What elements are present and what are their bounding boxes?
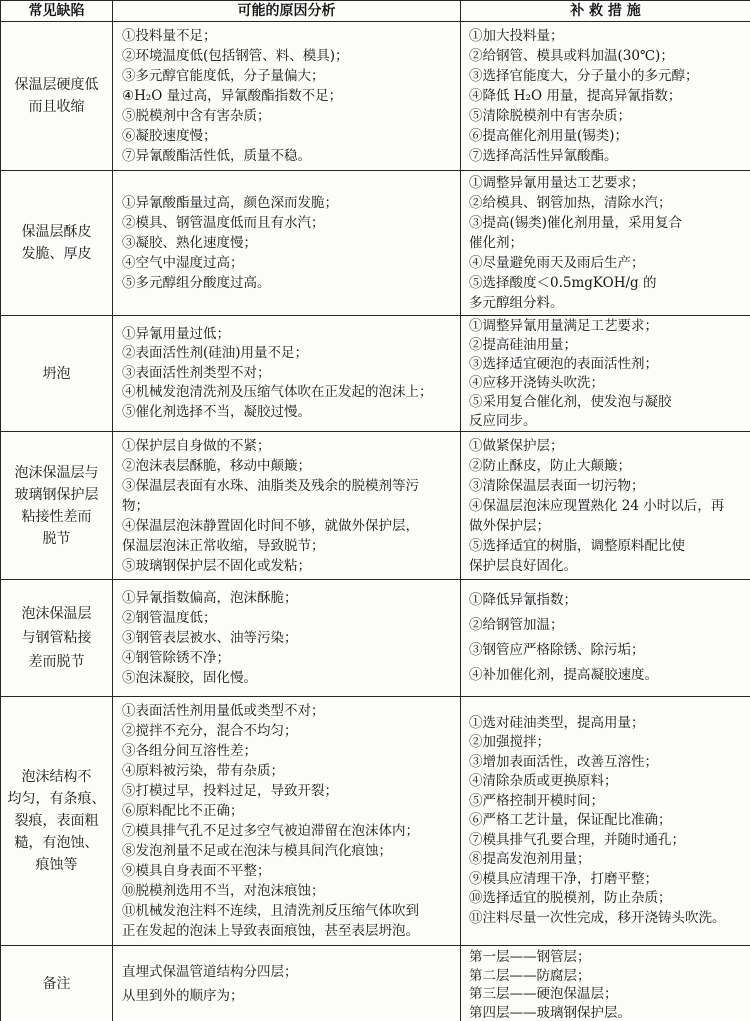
remedy-line: ③提高(锡类)催化剂用量，采用复合 — [469, 215, 683, 231]
remedies-cell — [461, 580, 750, 696]
remedy-line: ①加大投料量； — [469, 28, 564, 44]
cause-line: ④钢管除锈不净； — [122, 650, 230, 666]
remedies-cell — [461, 316, 750, 431]
defect-cell — [0, 432, 113, 579]
cause-line: ①异氰指数偏高，泡沫酥脆； — [122, 590, 298, 606]
cause-line: ②搅拌不充分，混合不均匀； — [122, 723, 298, 739]
remedies-cell — [461, 946, 750, 1021]
remedy-line: ①做紧保护层； — [469, 437, 564, 454]
remedy-line: 催化剂； — [469, 235, 523, 251]
cause-line: ③钢管表层被水、油等污染； — [122, 630, 298, 646]
cause-line: ③保温层表面有水珠、油脂类及残余的脱模剂等污 — [122, 477, 419, 494]
remedy-line: ③增加表面活性，改善互溶性； — [469, 753, 658, 770]
defect-text: 裂痕，表面粗 — [14, 813, 99, 829]
remedy-line: ④保温层泡沫应现置熟化 24 小时以后，再 — [469, 497, 725, 514]
defect-text: 与钢管粘接 — [21, 630, 92, 646]
remedy-line: ⑥提高催化剂用量(锡类)； — [469, 128, 629, 144]
remedy-line: 多元醇组分料。 — [469, 295, 564, 311]
header-remedies: 补 救 措 施 — [570, 3, 641, 19]
causes-cell — [113, 432, 461, 579]
remedy-line: ⑤选择适宜的树脂，调整原料配比使 — [469, 537, 685, 554]
table-row — [0, 171, 750, 316]
remedy-line: ⑤严格控制开模时间； — [469, 792, 604, 809]
cause-line: ④空气中湿度过高； — [122, 255, 244, 271]
remedies-cell — [461, 697, 750, 945]
cause-line: 直埋式保温管道结构分四层； — [122, 963, 298, 980]
remedy-line: ③选择官能度大，分子量小的多元醇； — [469, 68, 699, 84]
remedy-line: ⑦选择高活性异氰酸酯。 — [469, 148, 618, 164]
remedy-line: ⑥严格工艺计量，保证配比准确； — [469, 812, 672, 829]
cause-line: ⑦异氰酸酯活性低，质量不稳。 — [122, 148, 311, 164]
header-defect: 常见缺陷 — [28, 3, 85, 19]
cause-line: ①异氰用量过低； — [122, 325, 230, 342]
defect-text: 玻璃钢保护层 — [14, 486, 99, 503]
defect-text: 而且收缩 — [28, 99, 85, 115]
cause-line: 物； — [122, 497, 149, 514]
remedy-line: ①降低异氰指数； — [469, 592, 577, 608]
cause-line: ⑤多元醇组分酸度过高。 — [122, 275, 271, 291]
causes-cell — [113, 946, 461, 1021]
causes-cell — [113, 580, 461, 696]
defect-text: 差而脱节 — [28, 654, 85, 670]
defect-text: 粘接性差而 — [21, 508, 92, 525]
cause-line: ⑪机械发泡注料不连续，且清洗剂反压缩气体吹到 — [122, 903, 419, 919]
defect-text: 发脆、厚皮 — [21, 246, 92, 262]
header-causes-cell — [113, 1, 461, 21]
cause-line: ⑦模具排气孔不足过多空气被迫滞留在泡沫体内； — [122, 823, 419, 839]
cause-line: ②钢管温度低； — [122, 610, 217, 626]
cause-line: ①保护层自身做的不紧； — [122, 437, 271, 454]
cause-line: ④保温层泡沫静置固化时间不够，就做外保护层， — [122, 517, 419, 534]
remedy-line: ④清除杂质或更换原料； — [469, 773, 618, 790]
cause-line: ④原料被污染，带有杂质； — [122, 763, 284, 779]
defect-text: 泡沫结构不 — [21, 769, 92, 785]
header-remedies-cell — [461, 1, 750, 21]
cause-line: ⑥凝胶速度慢； — [122, 128, 217, 144]
remedy-line: 反应同步。 — [469, 412, 537, 429]
remedy-line: ④降低 H₂O 用量，提高异氰指数； — [469, 88, 682, 104]
header-causes: 可能的原因分析 — [237, 3, 336, 19]
remedy-line: ③清除保温层表面一切污物； — [469, 477, 645, 494]
remedy-line: ②给钢管、模具或料加温(30℃)； — [469, 48, 674, 64]
table-row — [0, 432, 750, 580]
remedy-line: 第二层——防腐层； — [469, 967, 591, 984]
cause-line: ③各组分间互溶性差； — [122, 743, 257, 759]
defect-cell — [0, 316, 113, 431]
remedy-line: ②加强搅拌； — [469, 734, 550, 751]
cause-line: ⑥原料配比不正确； — [122, 803, 244, 819]
causes-cell — [113, 171, 461, 315]
remedy-line: 做外保护层； — [469, 517, 550, 534]
cause-line: ①异氰酸酯量过高，颜色深而发脆； — [122, 195, 338, 211]
remedies-cell — [461, 432, 750, 579]
table-row — [0, 316, 750, 432]
defect-cell — [0, 22, 113, 170]
cause-line: ③多元醇官能度低，分子量偏大； — [122, 68, 325, 84]
remedy-line: ⑤选择酸度＜0.5mgKOH/g 的 — [469, 275, 657, 291]
table-row — [0, 22, 750, 171]
cause-line: ③凝胶、熟化速度慢； — [122, 235, 257, 251]
remedy-line: 第一层——钢管层； — [469, 949, 591, 965]
cause-line: ④机械发泡清洗剂及压缩气体吹在正发起的泡沫上； — [122, 384, 433, 401]
remedy-line: ⑨模具应清理干净，打磨平整； — [469, 870, 658, 887]
cause-line: ②表面活性剂(硅油)用量不足； — [122, 345, 309, 362]
remedy-line: ⑤采用复合催化剂，使发泡与凝胶 — [469, 393, 672, 410]
defect-text: 脱节 — [42, 530, 71, 547]
remedy-line: ⑦模具排气孔要合理，并随时通孔； — [469, 831, 685, 848]
defect-text: 保温层酥皮 — [21, 224, 92, 240]
cause-line: ⑨模具自身表面不平整； — [122, 863, 271, 879]
table-header-row — [0, 0, 750, 22]
defect-text: 痕蚀等 — [35, 857, 78, 873]
remedy-line: 第四层——玻璃钢保护层。 — [469, 1004, 631, 1021]
remedy-line: ④补加催化剂，提高凝胶速度。 — [469, 667, 658, 683]
remedy-line: ⑩选择适宜的脱模剂，防止杂质； — [469, 890, 672, 907]
remedy-line: ④应移开浇铸头吹洗； — [469, 374, 604, 391]
remedy-line: ③选择适宜硬泡的表面活性剂； — [469, 355, 658, 372]
cause-line: ②模具、钢管温度低而且有水汽； — [122, 215, 325, 231]
remedy-line: ②提高硅油用量； — [469, 336, 577, 353]
defect-text: 保温层硬度低 — [14, 77, 99, 93]
cause-line: ①表面活性剂用量低或类型不对； — [122, 703, 325, 719]
cause-line: 从里到外的顺序为； — [122, 987, 244, 1004]
cause-line: 保温层泡沫正常收缩，导致脱节； — [122, 537, 325, 554]
remedy-line: ①选对硅油类型，提高用量； — [469, 714, 645, 731]
table-row — [0, 580, 750, 697]
table-row — [0, 946, 750, 1021]
defect-text: 泡沫保温层与 — [14, 464, 99, 481]
remedy-line: ①调整异氰用量达工艺要求； — [469, 175, 645, 191]
cause-line: ④H₂O 量过高，异氰酸酯指数不足； — [122, 88, 343, 104]
remedy-line: ②给钢管加温； — [469, 617, 564, 633]
causes-cell — [113, 316, 461, 431]
defect-text: 均匀，有条痕、 — [7, 791, 106, 807]
cause-line: ⑤催化剂选择不当，凝胶过慢。 — [122, 403, 311, 420]
cause-line: ③表面活性剂类型不对； — [122, 364, 271, 381]
cause-line: ⑤打模过早，投料过足，导致开裂； — [122, 783, 338, 799]
cause-line: ⑧发泡剂量不足或在泡沫与模具间汽化痕蚀； — [122, 843, 392, 859]
cause-line: ②环境温度低(包括钢管、料、模具)； — [122, 48, 349, 64]
defect-text: 糙，有泡蚀、 — [14, 835, 99, 851]
cause-line: ②泡沫表层酥脆，移动中颠簸； — [122, 457, 311, 474]
remedy-line: 第三层——硬泡保温层； — [469, 986, 618, 1002]
defect-text: 泡沫保温层 — [21, 606, 92, 622]
defect-cell — [0, 946, 113, 1021]
remedy-line: ④尽量避免雨天及雨后生产； — [469, 255, 645, 271]
remedy-line: ②给模具、钢管加热，清除水汽； — [469, 195, 672, 211]
defect-cell — [0, 697, 113, 945]
remedies-cell — [461, 22, 750, 170]
remedy-line: ⑤清除脱模剂中有害杂质； — [469, 108, 631, 124]
defect-text: 坍泡 — [42, 365, 71, 382]
table-row — [0, 697, 750, 946]
cause-line: ⑩脱模剂选用不当，对泡沫痕蚀； — [122, 883, 325, 899]
cause-line: ①投料量不足； — [122, 28, 217, 44]
remedy-line: ⑪注料尽量一次性完成，移开浇铸头吹洗。 — [469, 909, 726, 926]
causes-cell — [113, 697, 461, 945]
remedy-line: ③钢管应严格除锈、除污垢； — [469, 642, 645, 658]
header-defect-cell — [0, 1, 113, 21]
cause-line: ⑤玻璃钢保护层不固化或发粘； — [122, 557, 311, 574]
cause-line: ⑤泡沫凝胶，固化慢。 — [122, 670, 257, 686]
remedies-cell — [461, 171, 750, 315]
cause-line: 正在发起的泡沫上导致表面痕蚀，甚至表层坍泡。 — [122, 923, 419, 939]
cause-line: ⑤脱模剂中含有害杂质； — [122, 108, 271, 124]
defect-cell — [0, 171, 113, 315]
causes-cell — [113, 22, 461, 170]
remedy-line: ②防止酥皮，防止大颠簸； — [469, 457, 631, 474]
defect-cell — [0, 580, 113, 696]
defect-text: 备注 — [42, 975, 71, 992]
remedy-line: ①调整异氰用量满足工艺要求； — [469, 317, 658, 334]
remedy-line: ⑧提高发泡剂用量； — [469, 851, 591, 868]
remedy-line: 保护层良好固化。 — [469, 557, 577, 574]
